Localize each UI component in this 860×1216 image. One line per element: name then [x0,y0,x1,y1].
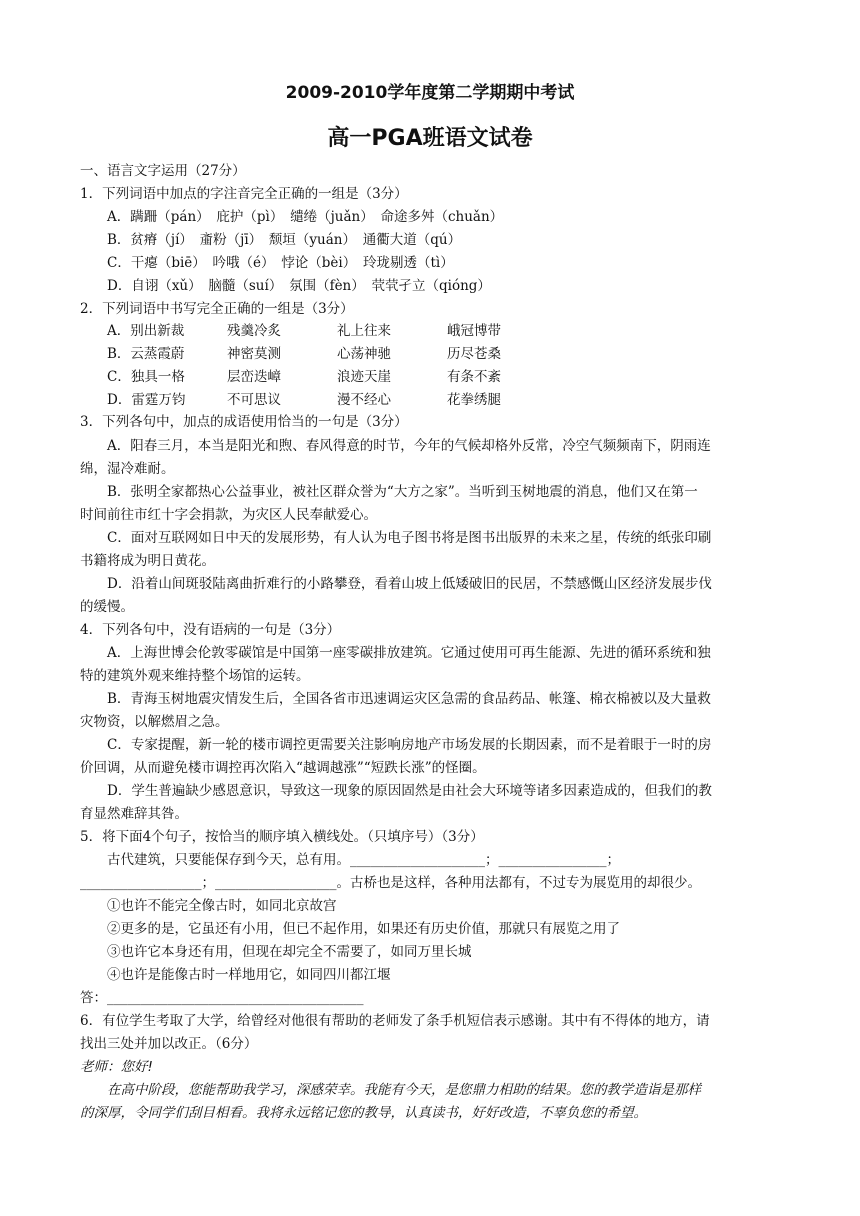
q4-option-a: A．上海世博会伦敦零碳馆是中国第一座零碳排放建筑。它通过使用可再生能源、先进的循环系统和独 [107,645,711,661]
q3-option-c: C．面对互联网如日中天的发展形势，有人认为电子图书将是图书出版界的未来之星，传统的纸张印刷 [107,530,712,546]
q3-option-c-cont: 书籍将成为明日黄花。 [80,553,215,569]
q1-option-c: C．干瘪（biē） 吟哦（é） 悖论（bèi） 玲珑剔透（tì） [107,255,454,271]
q2-c-4: 有条不紊 [447,369,501,385]
q2-d-4: 花拳绣腿 [447,392,501,408]
q3-option-a-cont: 绵，湿冷难耐。 [80,461,175,477]
q2-d-3: 漫不经心 [337,392,391,408]
q5-sentence-2: ②更多的是，它虽还有小用，但已不起作用，如果还有历史价值，那就只有展览之用了 [107,921,620,937]
q2-b-1: B．云蒸霞蔚 [107,346,185,362]
q3-option-a: A．阳春三月，本当是阳光和煦、春风得意的时节，今年的气候却格外反常，冷空气频频南下，阴雨连 [107,438,711,454]
q6-message-greeting: 老师：您好! [80,1059,153,1075]
q2-c-1: C．独具一格 [107,369,185,385]
q5-stem: 5．将下面4个句子，按恰当的顺序填入横线处。（只填序号）（3分） [80,829,484,845]
q5-sentence-1: ①也许不能完全像古时，如同北京故宫 [107,898,337,914]
q2-option-a [107,323,501,339]
q3-stem: 3．下列各句中，加点的成语使用恰当的一句是（3分） [80,414,408,430]
q5-sentence-4: ④也许是能像古时一样地用它，如同四川都江堰 [107,967,391,983]
q3-option-b-cont: 时间前往市红十字会捐款，为灾区人民奉献爱心。 [80,507,377,523]
section-heading: 一、语言文字运用（27分） [80,163,246,179]
q2-c-3: 浪迹天崖 [337,369,391,385]
q3-option-d-cont: 的缓慢。 [80,599,134,615]
q5-answer-line[interactable]: 答：______________________________________ [80,990,364,1006]
q3-option-b: B．张明全家都热心公益事业，被社区群众誉为“大方之家”。当听到玉树地震的消息，他们又在第一 [107,484,698,500]
q2-option-b [107,346,501,362]
q4-stem: 4．下列各句中，没有语病的一句是（3分） [80,622,341,638]
q4-option-d-cont: 育显然难辞其咎。 [80,806,188,822]
q2-a-2: 残羹冷炙 [227,323,281,339]
q4-option-c: C．专家提醒，新一轮的楼市调控更需要关注影响房地产市场发展的长期因素，而不是着眼于一时的房 [107,737,712,753]
q1-stem: 1．下列词语中加点的字注音完全正确的一组是（3分） [80,186,408,202]
exam-title: 高一PGA班语文试卷 [327,126,533,151]
q6-stem-cont: 找出三处并加以改正。（6分） [80,1036,258,1052]
q2-a-1: A．别出新裁 [107,323,185,339]
q4-option-d: D．学生普遍缺少感恩意识，导致这一现象的原因固然是由社会大环境等诸多因素造成的，但我们的教 [107,783,712,799]
q1-option-a: A．蹒跚（pán） 庇护（pì） 缱绻（juǎn） 命途多舛（chuǎn） [107,209,504,225]
q1-option-d: D．自诩（xǔ） 脑髓（suí） 氛围（fèn） 茕茕孑立（qióng） [107,278,491,294]
q2-b-2: 神密莫测 [227,346,281,362]
q3-option-d: D．沿着山间斑驳陆离曲折难行的小路攀登，看着山坡上低矮破旧的民居，不禁感慨山区经济发展步伐 [107,576,712,592]
q5-sentence-3: ③也许它本身还有用，但现在却完全不需要了，如同万里长城 [107,944,472,960]
q2-a-3: 礼上往来 [337,323,391,339]
exam-header: 2009-2010学年度第二学期期中考试 [285,83,575,103]
q4-option-b-cont: 灾物资，以解燃眉之急。 [80,714,229,730]
q2-a-4: 峨冠博带 [447,323,501,339]
q2-stem: 2．下列词语中书写完全正确的一组是（3分） [80,301,354,317]
q5-passage-line1: 古代建筑，只要能保存到今天，总有用。____________________；________________； [107,852,620,868]
q6-message-body-cont: 的深厚，令同学们刮目相看。我将永远铭记您的教导，认真读书，好好改造，不辜负您的希望。 [80,1105,647,1121]
q2-b-4: 历尽苍桑 [447,346,501,362]
q2-option-c [107,369,501,385]
q5-passage-line2: __________________；__________________。古桥也是这样，各种用法都有，不过专为展览用的却很少。 [80,875,701,891]
q6-stem: 6．有位学生考取了大学，给曾经对他很有帮助的老师发了条手机短信表示感谢。其中有不得体的地方，请 [80,1013,710,1029]
q2-d-1: D．雷霆万钧 [107,392,186,408]
q4-option-c-cont: 价回调，从而避免楼市调控再次陷入“越调越涨”“短跌长涨”的怪圈。 [80,760,486,776]
q6-message-body: 在高中阶段，您能帮助我学习，深感荣幸。我能有今天，是您鼎力相助的结果。您的教学造诣是那样 [107,1082,701,1098]
q2-b-3: 心荡神驰 [337,346,391,362]
q4-option-b: B．青海玉树地震灾情发生后，全国各省市迅速调运灾区急需的食品药品、帐篷、棉衣棉被以及大量救 [107,691,711,707]
q4-option-a-cont: 特的建筑外观来维持整个场馆的运转。 [80,668,310,684]
q2-option-d [107,392,501,408]
q2-d-2: 不可思议 [227,392,281,408]
q1-option-b: B．贫瘠（jí） 齑粉（jī） 颓垣（yuán） 通衢大道（qú） [107,232,462,248]
q2-c-2: 层峦迭嶂 [227,369,281,385]
